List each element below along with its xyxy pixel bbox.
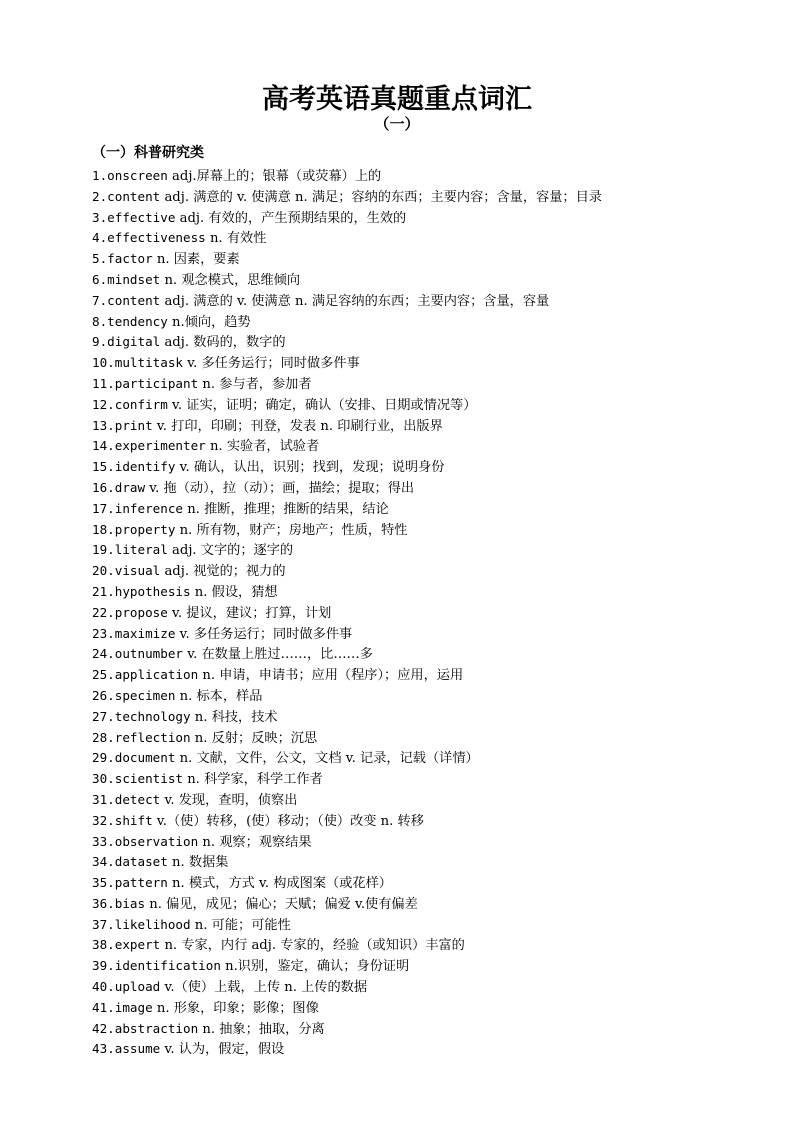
vocab-item-word: technology bbox=[114, 708, 191, 724]
vocab-item-definition: adj. 满意的 v. 使满意 n. 满足容纳的东西；主要内容；含量，容量 bbox=[160, 293, 550, 309]
vocab-item-number: 29. bbox=[92, 750, 115, 766]
vocab-item-definition: n. 反射；反映；沉思 bbox=[190, 730, 318, 746]
vocab-item bbox=[92, 582, 772, 603]
vocab-item-definition: n. 抽象；抽取，分离 bbox=[198, 1021, 325, 1037]
vocab-item-word: propose bbox=[114, 604, 168, 620]
vocab-item-number: 4. bbox=[92, 230, 108, 246]
vocab-item-number: 26. bbox=[92, 687, 115, 703]
vocab-item-number: 34. bbox=[92, 854, 115, 870]
vocab-item-number: 43. bbox=[92, 1041, 115, 1057]
vocab-item-word: effectiveness bbox=[107, 230, 206, 246]
vocab-item-definition: n. 申请，申请书；应用（程序）；应用，运用 bbox=[198, 668, 464, 684]
vocab-item-word: shift bbox=[114, 812, 153, 828]
vocab-item-number: 17. bbox=[92, 500, 115, 516]
vocab-item bbox=[92, 291, 772, 312]
vocab-item-definition: adj. 数码的，数字的 bbox=[160, 335, 286, 351]
vocab-item-number: 18. bbox=[92, 521, 115, 537]
vocab-item bbox=[92, 894, 772, 915]
vocab-item-definition: v. 证实，证明；确定，确认（安排、日期或情况等） bbox=[167, 397, 477, 413]
vocab-item-number: 28. bbox=[92, 729, 115, 745]
vocab-item bbox=[92, 208, 772, 229]
vocab-item bbox=[92, 998, 772, 1019]
vocab-item bbox=[92, 540, 772, 561]
vocab-item-number: 13. bbox=[92, 417, 115, 433]
vocab-item-definition: adj. 有效的，产生预期结果的，生效的 bbox=[175, 210, 407, 226]
vocab-item-number: 30. bbox=[92, 771, 115, 787]
vocab-item bbox=[92, 478, 772, 499]
vocab-item bbox=[92, 270, 772, 291]
vocab-item-definition: v.（使）转移，(使）移动；（使）改变 n. 转移 bbox=[152, 813, 424, 829]
vocab-item-number: 25. bbox=[92, 667, 115, 683]
vocab-item bbox=[92, 457, 772, 478]
vocab-item-word: content bbox=[107, 188, 161, 204]
vocab-item bbox=[92, 956, 772, 977]
vocab-item-definition: n. 标本，样品 bbox=[175, 688, 263, 704]
vocab-item-word: onscreen bbox=[107, 168, 168, 183]
vocab-item-word: digital bbox=[107, 334, 161, 350]
vocab-item-definition: n.识别，鉴定，确认；身份证明 bbox=[220, 959, 410, 975]
vocab-item-definition: n. 科学家，科学工作者 bbox=[183, 772, 323, 788]
vocab-item-word: abstraction bbox=[114, 1020, 199, 1036]
vocab-item-word: factor bbox=[107, 251, 153, 267]
vocab-item-number: 14. bbox=[92, 438, 115, 454]
vocab-item bbox=[92, 977, 772, 998]
vocab-item-word: hypothesis bbox=[114, 583, 191, 599]
vocab-item-definition: v. 确认，认出，识别；找到，发现；说明身份 bbox=[175, 460, 445, 476]
vocab-item-number: 21. bbox=[92, 583, 115, 599]
vocab-item bbox=[92, 249, 772, 270]
vocab-item bbox=[92, 832, 772, 853]
vocab-item-number: 36. bbox=[92, 895, 115, 911]
vocab-item bbox=[92, 312, 772, 333]
page-title: 高考英语真题重点词汇 bbox=[262, 84, 532, 116]
vocab-item bbox=[92, 728, 772, 749]
vocab-item-number: 15. bbox=[92, 459, 115, 475]
vocab-item-definition: n. 所有物，财产；房地产；性质，特性 bbox=[175, 522, 408, 538]
vocab-item-word: visual bbox=[114, 563, 161, 579]
vocab-item-number: 16. bbox=[92, 479, 115, 495]
vocab-item-word: experimenter bbox=[114, 438, 206, 454]
vocab-item bbox=[92, 499, 772, 520]
vocab-item-definition: n.倾向，趋势 bbox=[167, 314, 251, 330]
vocab-item bbox=[92, 665, 772, 686]
vocab-item-definition: v. 多任务运行；同时做多件事 bbox=[175, 626, 353, 642]
vocab-item bbox=[92, 811, 772, 832]
vocab-item bbox=[92, 707, 772, 728]
vocab-item-number: 5. bbox=[92, 251, 108, 267]
vocab-item-definition: n. 模式，方式 v. 构成图案（或花样） bbox=[167, 876, 392, 892]
vocab-item-number: 20. bbox=[92, 563, 115, 579]
vocab-item-number: 24. bbox=[92, 646, 115, 662]
vocab-item-definition: n. 推断，推理；推断的结果，结论 bbox=[183, 501, 389, 517]
vocab-item-word: dataset bbox=[114, 854, 168, 870]
vocab-item-definition: n. 数据集 bbox=[167, 855, 229, 871]
vocab-item-word: detect bbox=[114, 791, 161, 807]
vocab-item-number: 38. bbox=[92, 937, 115, 953]
vocab-item-word: print bbox=[114, 417, 153, 433]
vocab-item bbox=[92, 353, 772, 374]
vocab-item-word: application bbox=[114, 667, 199, 683]
vocab-item-number: 39. bbox=[92, 958, 115, 974]
vocab-item bbox=[92, 748, 772, 769]
vocab-item-word: tendency bbox=[107, 313, 168, 329]
vocab-item-definition: v. 拖（动），拉（动）；画，描绘；提取；得出 bbox=[145, 480, 415, 496]
vocab-item-number: 23. bbox=[92, 625, 115, 641]
vocab-item-word: literal bbox=[114, 542, 168, 558]
vocab-item bbox=[92, 1039, 772, 1060]
vocab-item-number: 2. bbox=[92, 188, 108, 204]
vocab-item-definition: n. 观察；观察结果 bbox=[198, 834, 312, 850]
vocab-item bbox=[92, 790, 772, 811]
vocab-item bbox=[92, 395, 772, 416]
vocab-item bbox=[92, 416, 772, 437]
vocab-item-word: identify bbox=[114, 459, 176, 475]
vocab-item bbox=[92, 332, 772, 353]
vocab-item-word: maximize bbox=[114, 625, 176, 641]
vocab-item-number: 8. bbox=[92, 313, 108, 329]
vocab-item-definition: n. 偏见，成见；偏心；天赋；偏爱 v.使有偏差 bbox=[145, 896, 418, 912]
vocab-item bbox=[92, 915, 772, 936]
vocab-item-definition: n. 有效性 bbox=[205, 231, 267, 247]
section-heading: （一）科普研究类 bbox=[92, 145, 204, 161]
vocab-item-word: participant bbox=[114, 375, 199, 391]
vocab-item bbox=[92, 436, 772, 457]
vocab-item-number: 7. bbox=[92, 292, 108, 308]
vocab-item-word: likelihood bbox=[114, 916, 191, 932]
vocab-item-definition: n. 实验者，试验者 bbox=[205, 439, 320, 455]
vocab-item bbox=[92, 166, 772, 187]
vocab-item bbox=[92, 769, 772, 790]
vocab-item-definition: n. 可能；可能性 bbox=[190, 917, 291, 933]
vocab-item-word: reflection bbox=[114, 729, 191, 745]
vocab-item-definition: adj. 视觉的；视力的 bbox=[160, 564, 286, 580]
vocab-item-word: assume bbox=[114, 1041, 161, 1057]
vocab-item-word: inference bbox=[114, 500, 183, 516]
vocab-item-word: outnumber bbox=[114, 646, 183, 662]
vocab-item bbox=[92, 603, 772, 624]
vocab-item-definition: n. 形象，印象；影像；图像 bbox=[152, 1000, 319, 1016]
vocab-item-number: 6. bbox=[92, 271, 108, 287]
vocab-item-definition: n. 科技，技术 bbox=[190, 709, 278, 725]
vocab-item-number: 27. bbox=[92, 708, 115, 724]
vocab-item bbox=[92, 686, 772, 707]
vocab-item-definition: v. 认为，假定，假设 bbox=[160, 1042, 285, 1058]
vocab-item-number: 1. bbox=[92, 168, 108, 183]
vocab-item-definition: v. 打印，印刷；刊登，发表 n. 印刷行业，出版界 bbox=[152, 418, 443, 434]
vocab-item-word: confirm bbox=[114, 396, 168, 412]
vocab-item bbox=[92, 644, 772, 665]
vocab-item-number: 42. bbox=[92, 1020, 115, 1036]
vocab-item-word: specimen bbox=[114, 687, 176, 703]
vocab-item-word: scientist bbox=[114, 771, 183, 787]
vocab-item-number: 32. bbox=[92, 812, 115, 828]
vocab-item bbox=[92, 873, 772, 894]
vocab-item bbox=[92, 374, 772, 395]
vocab-item bbox=[92, 935, 772, 956]
vocab-item-number: 35. bbox=[92, 875, 115, 891]
vocab-item bbox=[92, 1019, 772, 1040]
vocab-item-word: image bbox=[114, 999, 153, 1015]
vocab-item-definition: n. 因素，要素 bbox=[152, 252, 240, 268]
vocab-item-definition: adj. 满意的 v. 使满意 n. 满足；容纳的东西；主要内容；含量，容量；目录 bbox=[160, 189, 602, 205]
vocab-item-number: 37. bbox=[92, 916, 115, 932]
vocab-item-definition: v. 在数量上胜过……，比……多 bbox=[183, 647, 373, 663]
vocab-item-word: multitask bbox=[114, 355, 183, 371]
vocab-item-definition: n. 假设，猜想 bbox=[190, 584, 278, 600]
vocab-item-definition: n. 专家，内行 adj. 专家的，经验（或知识）丰富的 bbox=[160, 938, 465, 954]
vocab-item-word: expert bbox=[114, 937, 161, 953]
vocab-item bbox=[92, 228, 772, 249]
vocab-item-number: 31. bbox=[92, 791, 115, 807]
vocab-item-word: pattern bbox=[114, 875, 168, 891]
vocab-item-definition: v. 发现，查明，侦察出 bbox=[160, 792, 298, 808]
vocab-item-definition: n. 参与者，参加者 bbox=[198, 376, 312, 392]
vocab-item-word: mindset bbox=[107, 271, 161, 287]
vocab-item-number: 22. bbox=[92, 604, 115, 620]
vocab-item-word: document bbox=[114, 750, 176, 766]
vocab-item-definition: adj. 文字的；逐字的 bbox=[167, 543, 294, 559]
vocab-item-definition: v. 提议，建议；打算，计划 bbox=[167, 605, 332, 621]
vocab-item-number: 12. bbox=[92, 396, 115, 412]
vocab-item-word: upload bbox=[114, 979, 161, 995]
vocab-item bbox=[92, 624, 772, 645]
vocab-item-word: property bbox=[114, 521, 176, 537]
vocab-item-number: 9. bbox=[92, 334, 108, 350]
vocab-item-number: 40. bbox=[92, 979, 115, 995]
vocab-item-definition: adj.屏幕上的；银幕（或荧幕）上的 bbox=[167, 169, 382, 184]
vocab-item-number: 19. bbox=[92, 542, 115, 558]
vocab-item-word: effective bbox=[107, 209, 176, 225]
vocab-item-word: observation bbox=[114, 833, 199, 849]
vocab-item-word: bias bbox=[114, 895, 146, 911]
vocabulary-list bbox=[92, 166, 772, 1060]
vocab-item bbox=[92, 520, 772, 541]
vocab-item bbox=[92, 187, 772, 208]
vocab-item-number: 3. bbox=[92, 209, 108, 225]
vocab-item-definition: v.（使）上载，上传 n. 上传的数据 bbox=[160, 980, 368, 996]
vocab-item-number: 11. bbox=[92, 375, 115, 391]
page-subtitle: （一） bbox=[374, 115, 420, 133]
vocab-item-number: 33. bbox=[92, 833, 115, 849]
vocab-item-word: draw bbox=[114, 479, 146, 495]
vocab-item-word: identification bbox=[114, 958, 221, 974]
vocab-item bbox=[92, 852, 772, 873]
vocab-item-definition: n. 观念模式，思维倾向 bbox=[160, 272, 301, 288]
vocab-item-word: content bbox=[107, 292, 161, 308]
vocab-item-definition: v. 多任务运行；同时做多件事 bbox=[183, 356, 360, 372]
vocab-item-definition: n. 文献，文件，公文，文档 v. 记录，记载（详情） bbox=[175, 751, 479, 767]
vocab-item-number: 41. bbox=[92, 999, 115, 1015]
vocab-item-number: 10. bbox=[92, 355, 115, 371]
vocab-item bbox=[92, 561, 772, 582]
